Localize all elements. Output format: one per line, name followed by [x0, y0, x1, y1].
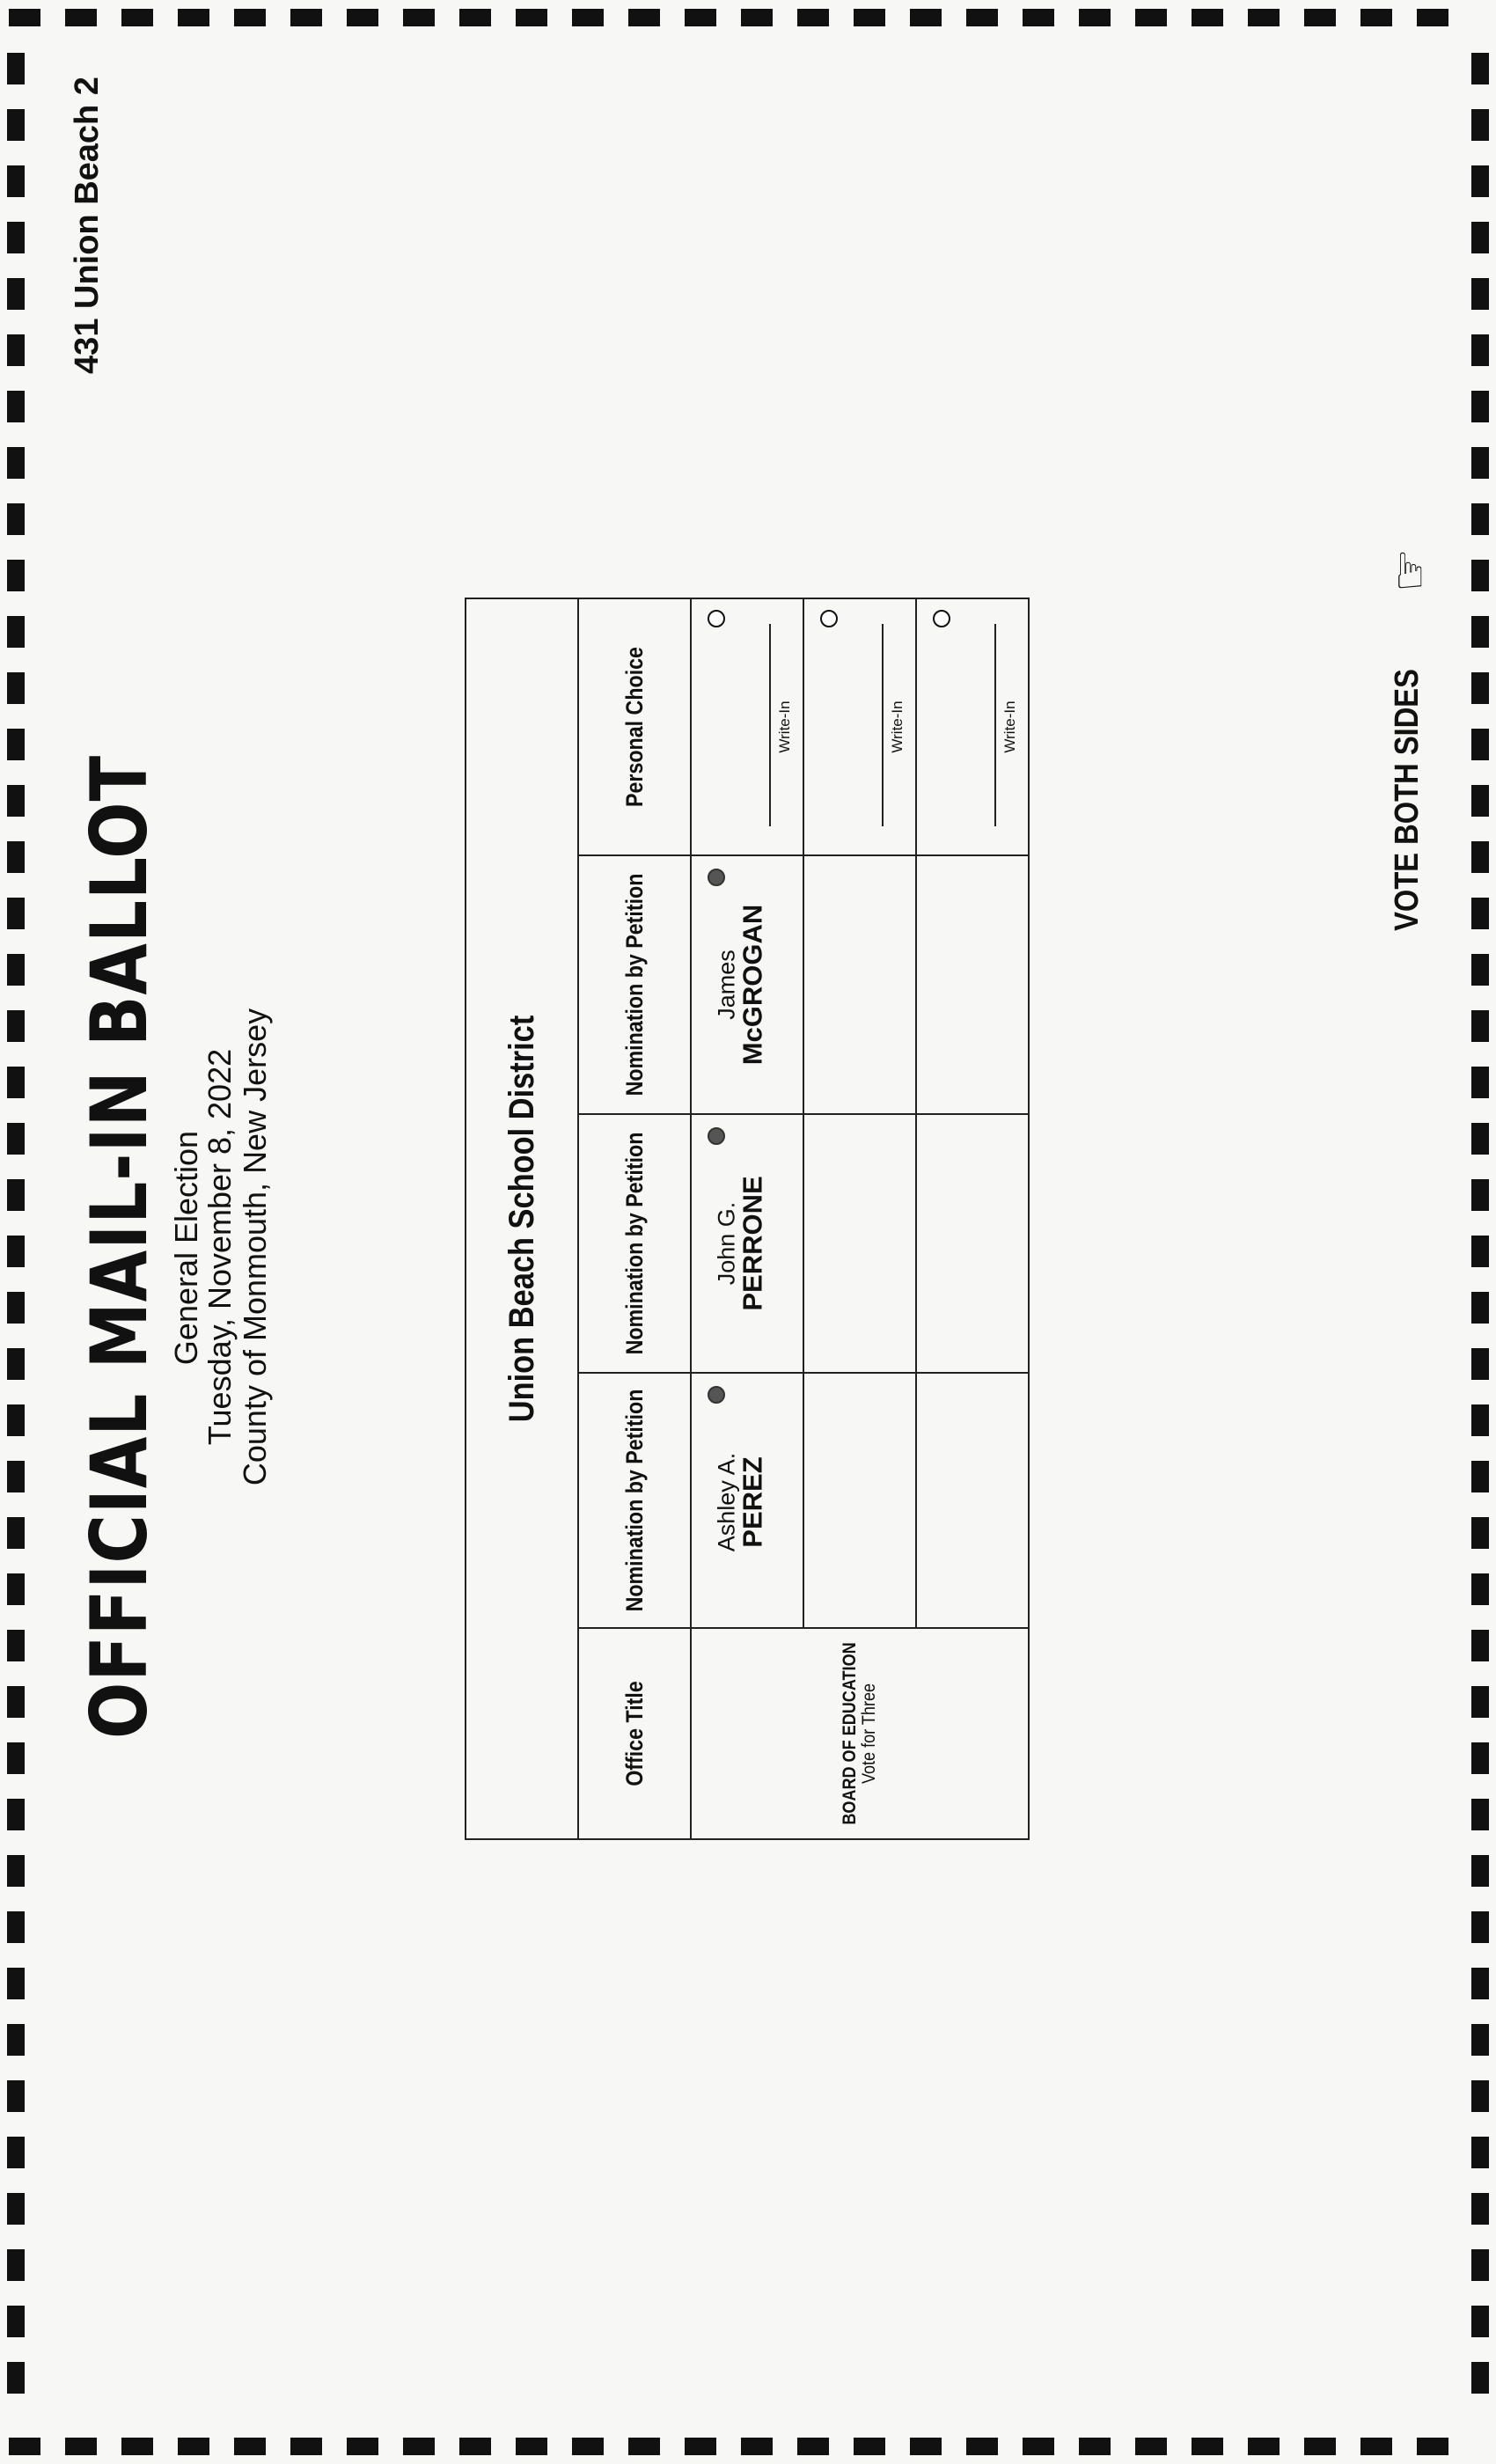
border-dash — [1471, 278, 1489, 310]
empty-cell-row2-col1 — [803, 1373, 916, 1628]
border-dash — [1471, 1573, 1489, 1605]
border-dash — [7, 2249, 25, 2281]
border-dash — [7, 1067, 25, 1098]
header-office-title — [578, 1628, 691, 1839]
border-dash — [1304, 2438, 1336, 2455]
border-dash — [7, 1855, 25, 1887]
border-dash — [1471, 898, 1489, 929]
border-dash — [7, 1968, 25, 1999]
border-dash — [1135, 2438, 1167, 2455]
border-dash — [516, 2438, 547, 2455]
border-dash — [1360, 2438, 1392, 2455]
header-col2 — [578, 1114, 691, 1373]
county-name: County of Monmouth, New Jersey — [237, 1008, 274, 1486]
border-dash — [966, 2438, 998, 2455]
border-dash — [1471, 1348, 1489, 1380]
pointing-hand-icon: ☞ — [1382, 547, 1437, 593]
border-dash — [1023, 2438, 1054, 2455]
office-cell — [691, 1628, 1029, 1839]
border-dash — [854, 2438, 885, 2455]
border-dash — [628, 2438, 660, 2455]
border-dash — [1471, 785, 1489, 817]
write-in-oval-3[interactable] — [933, 610, 950, 627]
border-dash — [628, 9, 660, 26]
border-dash — [1471, 1630, 1489, 1661]
border-dash — [7, 2306, 25, 2337]
oval-perez[interactable] — [708, 1386, 725, 1404]
border-dash — [1471, 729, 1489, 760]
border-dash — [910, 9, 942, 26]
border-dash — [516, 9, 547, 26]
header-col1 — [578, 1373, 691, 1628]
border-dash — [854, 9, 885, 26]
border-dash — [7, 954, 25, 986]
border-dash — [7, 222, 25, 253]
border-dash — [7, 1236, 25, 1267]
border-dash — [234, 9, 266, 26]
border-dash — [1023, 9, 1054, 26]
border-dash — [572, 9, 604, 26]
header-personal-label: Personal Choice — [620, 647, 648, 807]
border-dash — [1471, 2080, 1489, 2112]
election-date: Tuesday, November 8, 2022 — [202, 1048, 238, 1446]
header-col2-label: Nomination by Petition — [620, 1132, 648, 1355]
border-dash — [7, 503, 25, 535]
border-dash — [1471, 109, 1489, 141]
write-in-cell-1[interactable] — [691, 598, 803, 855]
border-dash — [234, 2438, 266, 2455]
border-dash — [7, 1404, 25, 1436]
border-dash — [1471, 1799, 1489, 1830]
border-dash — [1471, 222, 1489, 253]
border-dash — [7, 2362, 25, 2394]
candidate-first-mcgrogan: James — [713, 950, 740, 1020]
border-dash — [1471, 841, 1489, 873]
candidate-first-perrone: John G. — [713, 1201, 740, 1286]
empty-cell-row3-col1 — [916, 1373, 1029, 1628]
border-dash — [1471, 1686, 1489, 1718]
write-in-label-1: Write-In — [776, 700, 794, 753]
border-dash — [910, 2438, 942, 2455]
border-dash — [741, 9, 773, 26]
border-dash — [741, 2438, 773, 2455]
write-in-oval-1[interactable] — [708, 610, 725, 627]
border-dash — [1079, 2438, 1111, 2455]
border-dash — [797, 9, 829, 26]
border-dash — [7, 53, 25, 84]
border-dash — [1471, 954, 1489, 986]
header-personal-choice — [578, 598, 691, 855]
header-col3 — [578, 855, 691, 1114]
border-dash — [7, 334, 25, 366]
border-dash — [7, 447, 25, 479]
border-dash — [290, 2438, 322, 2455]
border-dash — [65, 9, 97, 26]
border-dash — [178, 2438, 209, 2455]
border-dash — [1135, 9, 1167, 26]
ballot-title: OFFICIAL MAIL-IN BALLOT — [73, 755, 165, 1739]
border-dash — [1471, 447, 1489, 479]
candidate-last-perrone: PERRONE — [737, 1176, 768, 1311]
border-dash — [1079, 9, 1111, 26]
oval-mcgrogan[interactable] — [708, 869, 725, 886]
border-dash — [7, 1461, 25, 1492]
border-dash — [1471, 2193, 1489, 2225]
border-dash — [7, 560, 25, 591]
write-in-line-2 — [882, 624, 884, 826]
border-dash — [1248, 2438, 1280, 2455]
district-name: Union Beach School District — [502, 1015, 541, 1423]
border-dash — [1304, 9, 1336, 26]
border-dash — [178, 9, 209, 26]
border-dash — [7, 2024, 25, 2056]
border-dash — [1471, 1236, 1489, 1267]
border-dash — [7, 1010, 25, 1042]
border-dash — [459, 9, 491, 26]
border-dash — [1471, 2306, 1489, 2337]
candidate-cell-mcgrogan[interactable] — [691, 855, 803, 1114]
border-dash — [347, 2438, 378, 2455]
border-dash — [797, 2438, 829, 2455]
precinct-label: 431 Union Beach 2 — [69, 77, 106, 374]
border-dash — [9, 9, 40, 26]
border-dash — [7, 1799, 25, 1830]
border-dash — [1471, 2249, 1489, 2281]
border-dash — [1471, 672, 1489, 704]
border-dash — [1471, 53, 1489, 84]
border-dash — [1471, 165, 1489, 197]
border-dash — [685, 2438, 716, 2455]
border-dash — [7, 1348, 25, 1380]
write-in-oval-2[interactable] — [820, 610, 838, 627]
border-dash — [1471, 1123, 1489, 1155]
write-in-line-3 — [994, 624, 996, 826]
border-dash — [7, 1630, 25, 1661]
write-in-cell-2[interactable] — [803, 598, 916, 855]
empty-cell-row2-col2 — [803, 1114, 916, 1373]
candidate-last-perez: PEREZ — [737, 1456, 768, 1548]
border-dash — [1471, 560, 1489, 591]
empty-cell-row2-col3 — [803, 855, 916, 1114]
header-office-label: Office Title — [620, 1681, 648, 1786]
border-dash — [1471, 1010, 1489, 1042]
header-col3-label: Nomination by Petition — [620, 873, 648, 1096]
border-dash — [7, 616, 25, 648]
border-dash — [7, 278, 25, 310]
candidate-cell-perez[interactable] — [691, 1373, 803, 1628]
office-title: BOARD OF EDUCATION — [839, 1642, 860, 1825]
ballot-table — [465, 598, 1030, 1840]
border-dash — [7, 1179, 25, 1211]
candidate-first-perez: Ashley A. — [713, 1452, 740, 1552]
border-dash — [1471, 2137, 1489, 2168]
border-dash — [1471, 1292, 1489, 1324]
header-col1-label: Nomination by Petition — [620, 1389, 648, 1612]
border-dash — [403, 9, 435, 26]
write-in-label-2: Write-In — [889, 700, 906, 753]
write-in-label-3: Write-In — [1001, 700, 1019, 753]
write-in-cell-3[interactable] — [916, 598, 1029, 855]
border-dash — [7, 1686, 25, 1718]
border-dash — [65, 2438, 97, 2455]
border-dash — [347, 9, 378, 26]
border-dash — [7, 391, 25, 422]
oval-perrone[interactable] — [708, 1127, 725, 1145]
border-dash — [7, 2080, 25, 2112]
border-dash — [1471, 2362, 1489, 2394]
border-dash — [7, 1517, 25, 1549]
border-dash — [1471, 1855, 1489, 1887]
border-dash — [1471, 1179, 1489, 1211]
vote-both-sides: VOTE BOTH SIDES — [1389, 669, 1426, 931]
border-dash — [7, 1123, 25, 1155]
border-dash — [1471, 503, 1489, 535]
border-dash — [7, 729, 25, 760]
border-dash — [1471, 391, 1489, 422]
border-dash — [7, 1742, 25, 1774]
border-dash — [7, 165, 25, 197]
candidate-cell-perrone[interactable] — [691, 1114, 803, 1373]
border-dash — [7, 672, 25, 704]
border-dash — [1248, 9, 1280, 26]
border-dash — [7, 841, 25, 873]
border-dash — [1471, 616, 1489, 648]
border-dash — [290, 9, 322, 26]
border-dash — [7, 2137, 25, 2168]
district-cell — [466, 598, 578, 1839]
border-dash — [121, 9, 153, 26]
border-dash — [685, 9, 716, 26]
border-dash — [7, 785, 25, 817]
border-dash — [459, 2438, 491, 2455]
border-dash — [1471, 1517, 1489, 1549]
border-dash — [1471, 1911, 1489, 1943]
border-dash — [1471, 2024, 1489, 2056]
border-dash — [966, 9, 998, 26]
election-name: General Election — [168, 1130, 205, 1366]
border-dash — [1192, 2438, 1223, 2455]
border-dash — [7, 2193, 25, 2225]
border-dash — [403, 2438, 435, 2455]
candidate-last-mcgrogan: McGROGAN — [737, 904, 768, 1066]
empty-cell-row3-col3 — [916, 855, 1029, 1114]
office-instruction: Vote for Three — [859, 1683, 879, 1785]
border-dash — [572, 2438, 604, 2455]
border-dash — [1192, 9, 1223, 26]
empty-cell-row3-col2 — [916, 1114, 1029, 1373]
border-dash — [9, 2438, 40, 2455]
border-dash — [1417, 9, 1448, 26]
border-dash — [7, 1292, 25, 1324]
border-dash — [1471, 1067, 1489, 1098]
border-dash — [7, 1911, 25, 1943]
border-dash — [7, 109, 25, 141]
border-dash — [1471, 1461, 1489, 1492]
border-dash — [1360, 9, 1392, 26]
border-dash — [1417, 2438, 1448, 2455]
border-dash — [1471, 1968, 1489, 1999]
border-dash — [7, 898, 25, 929]
border-dash — [121, 2438, 153, 2455]
border-dash — [7, 1573, 25, 1605]
border-dash — [1471, 1404, 1489, 1436]
border-dash — [1471, 334, 1489, 366]
border-dash — [1471, 1742, 1489, 1774]
write-in-line-1 — [769, 624, 771, 826]
